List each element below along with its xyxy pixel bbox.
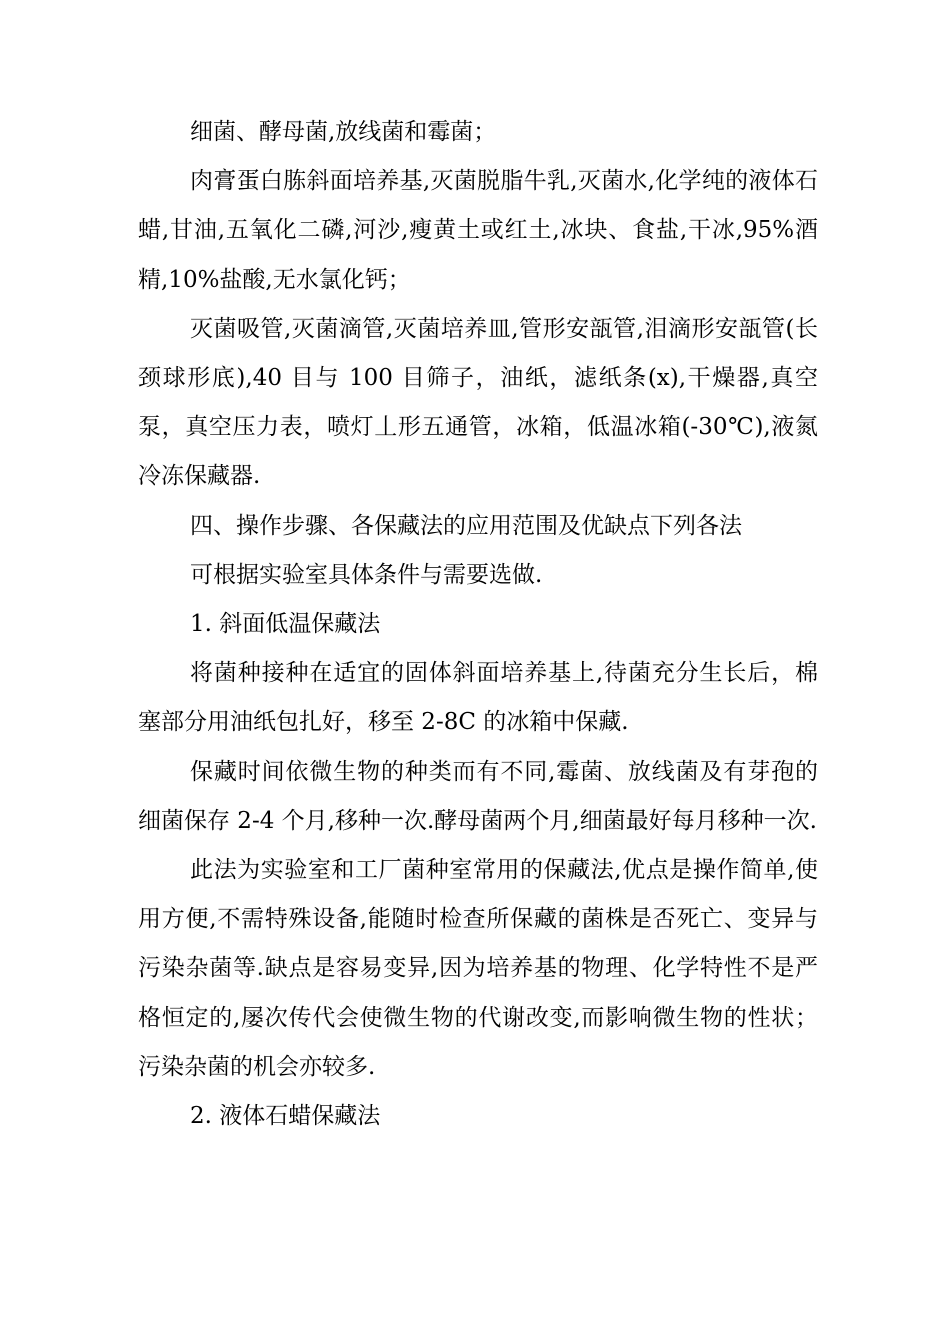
paragraph-storage-time: 保藏时间依微生物的种类而有不同,霉菌、放线菌及有芽孢的细菌保存 2-4 个月,移种一次.酵母菌两个月,细菌最好每月移种一次. xyxy=(138,758,818,834)
paragraph-apparatus: 灭菌吸管,灭菌滴管,灭菌培养皿,管形安瓿管,泪滴形安瓿管(长颈球形底),40 目与 100 目筛子，油纸，滤纸条(x),干燥器,真空泵，真空压力表，喷灯丄形五通管，冰箱，低温冰箱(-30℃),液氮冷冻保藏器. xyxy=(138,315,818,490)
paragraph-media-and-reagents: 肉膏蛋白胨斜面培养基,灭菌脱脂牛乳,灭菌水,化学纯的液体石蜡,甘油,五氧化二磷,河沙,瘦黄土或红土,冰块、食盐,干冰,95%酒精,10%盐酸,无水氯化钙； xyxy=(138,168,818,293)
paragraph-organisms: 细菌、酵母菌,放线菌和霉菌； xyxy=(190,119,497,145)
paragraph-slant-method: 将菌种接种在适宜的固体斜面培养基上,待菌充分生长后，棉塞部分用油纸包扎好，移至 2-8C 的冰箱中保藏. xyxy=(138,660,818,736)
subheading-slant-low-temp: 1. 斜面低温保藏法 xyxy=(190,611,381,638)
document-body xyxy=(138,108,818,1141)
section-heading-procedures: 四、操作步骤、各保藏法的应用范围及优缺点下列各法 xyxy=(190,512,742,539)
paragraph-pros-cons: 此法为实验室和工厂菌种室常用的保藏法,优点是操作简单,使用方便,不需特殊设备,能随时检查所保藏的菌株是否死亡、变异与污染杂菌等.缺点是容易变异,因为培养基的物理、化学特性不是严格恒定的,屡次传代会使微生物的代谢改变,而影响微生物的性状；污染杂菌的机会亦较多. xyxy=(138,857,818,1080)
subheading-liquid-paraffin: 2. 液体石蜡保藏法 xyxy=(190,1103,381,1130)
paragraph-choose-method: 可根据实验室具体条件与需要选做. xyxy=(190,561,543,588)
